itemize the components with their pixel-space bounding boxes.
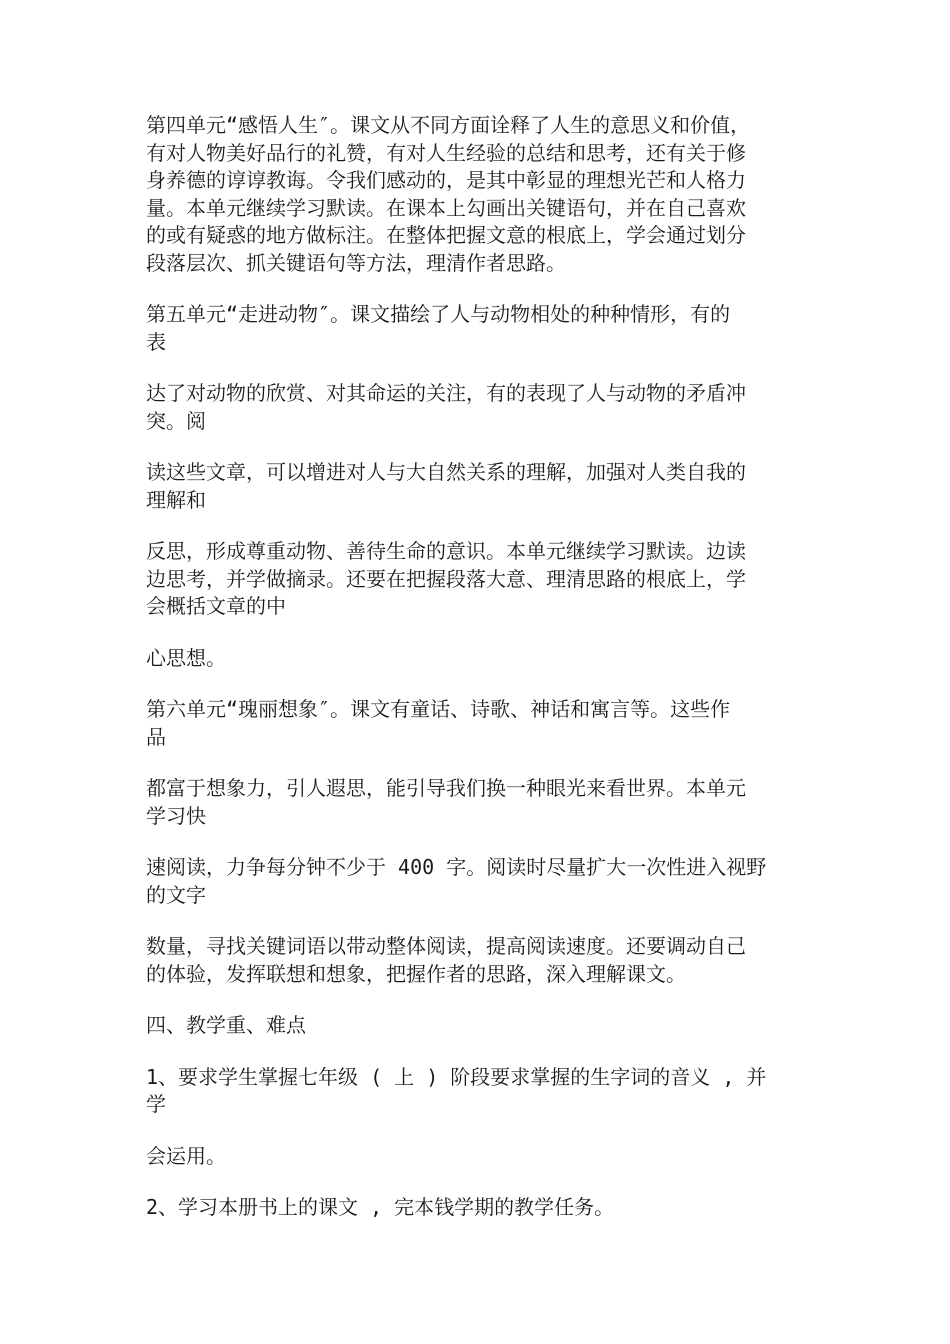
- paragraph-unit5-part5: 心思想。: [146, 645, 226, 670]
- paragraph-unit4: 第四单元“感悟人生″。课文从不同方面诠释了人生的意思义和价值， 有对人物美好品行的礼赞，有对人生经验的总结和思考，还有关于修 身养德的谆谆教诲。令我们感动的，是其中彰显的理想光芒和人格力 量。本单元继续学习默读。在课本上勾画出关键语句，并在自己喜欢 的或有疑惑的地方做标注。在整体把握文意的根底上，学会通过划分 段落层次、抓关键语句等方法，理清作者思路。: [146, 113, 751, 275]
- paragraph-unit6-part4: 数量，寻找关键词语以带动整体阅读，提高阅读速度。还要调动自己 的体验，发挥联想和想象，把握作者的思路，深入理解课文。: [146, 934, 746, 986]
- paragraph-unit5-part3: 读这些文章，可以增进对人与大自然关系的理解，加强对人类自我的 理解和: [146, 460, 746, 512]
- paragraph-unit6-part2: 都富于想象力，引人遐思，能引导我们换一种眼光来看世界。本单元 学习快: [146, 776, 746, 828]
- list-item-1-part2: 会运用。: [146, 1143, 226, 1168]
- paragraph-unit6-part1: 第六单元“瑰丽想象″。课文有童话、诗歌、神话和寓言等。这些作 品: [146, 697, 731, 749]
- paragraph-unit5-part1: 第五单元“走进动物″。课文描绘了人与动物相处的种种情形，有的 表: [146, 302, 731, 354]
- paragraph-unit6-part3: 速阅读，力争每分钟不少于 400 字。阅读时尽量扩大一次性进入视野 的文字: [146, 855, 767, 907]
- section-heading-key-points: 四、教学重、难点: [146, 1013, 306, 1037]
- paragraph-unit5-part4: 反思，形成尊重动物、善待生命的意识。本单元继续学习默读。边读 边思考，并学做摘录。还要在把握段落大意、理清思路的根底上，学 会概括文章的中: [146, 539, 746, 618]
- list-item-1-part1: 1、要求学生掌握七年级 ( 上 ) 阶段要求掌握的生字词的音义 , 并 学: [146, 1064, 767, 1116]
- list-item-2: 2、学习本册书上的课文 , 完本钱学期的教学任务。: [146, 1195, 615, 1219]
- paragraph-unit5-part2: 达了对动物的欣赏、对其命运的关注，有的表现了人与动物的矛盾冲 突。阅: [146, 381, 746, 433]
- document-body: [146, 112, 808, 1246]
